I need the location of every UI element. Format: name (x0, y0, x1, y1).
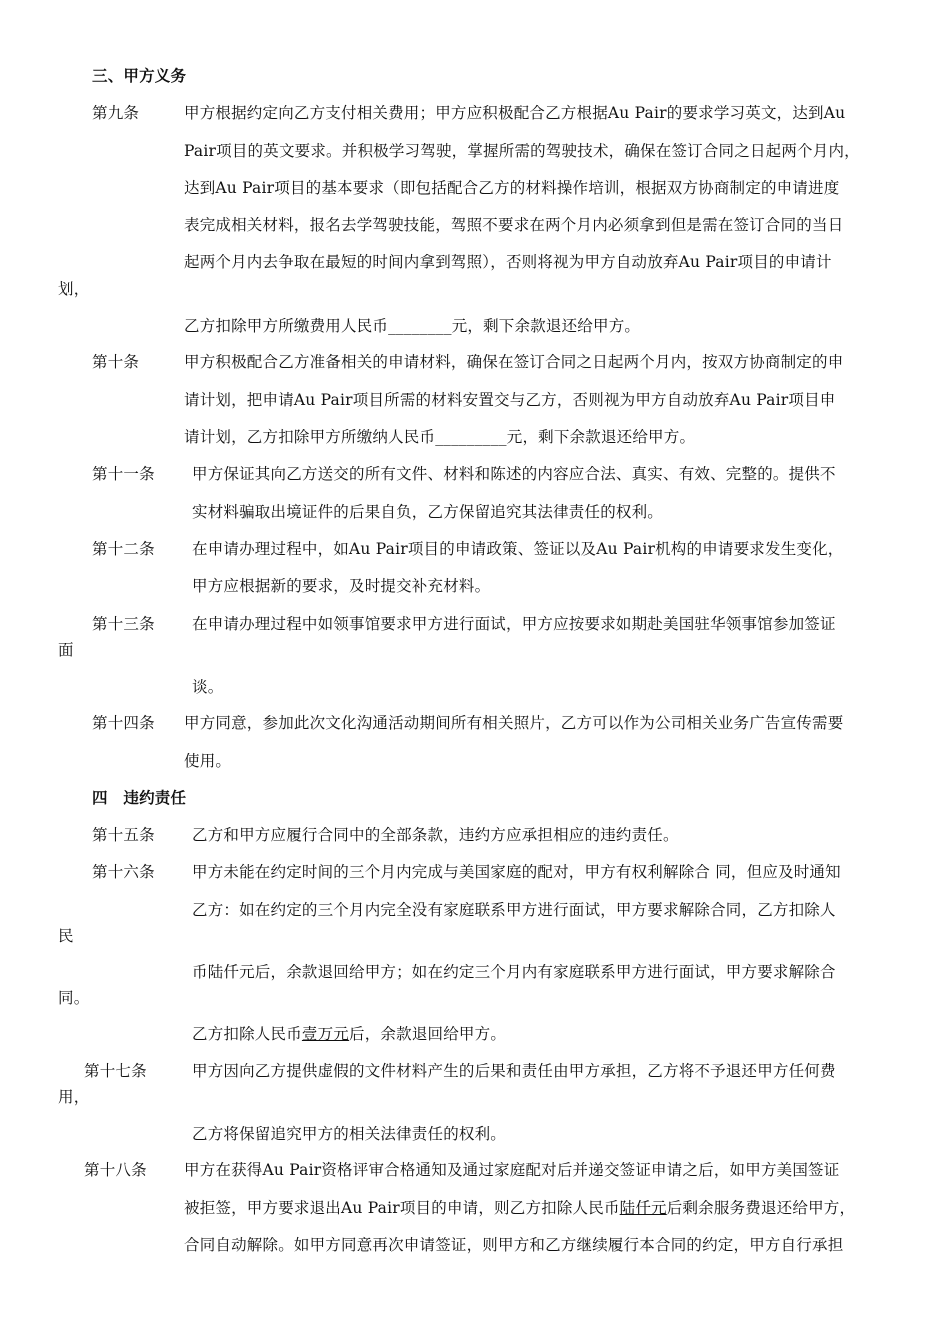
article-line: 起两个月内去争取在最短的时间内拿到驾照），否则将视为甲方自动放弃Au Pair项目的申请计 (184, 253, 832, 271)
article-line: 乙方：如在约定的三个月内完全没有家庭联系甲方进行面试，甲方要求解除合同，乙方扣除人 (192, 901, 836, 919)
article-number: 第十一条 (92, 465, 155, 483)
line-text: 被拒签，甲方要求退出Au Pair项目的申请，则乙方扣除人民币 (184, 1199, 620, 1217)
line-text: 后，余款退回给甲方。 (349, 1025, 507, 1043)
article-line: 请计划，乙方扣除甲方所缴纳人民币_________元，剩下余款退还给甲方。 (184, 428, 696, 446)
article-number: 第十五条 (92, 826, 155, 844)
line-text: 后剩余服务费退还给甲方， (666, 1199, 856, 1217)
article-line: 乙方扣除甲方所缴费用人民币________元，剩下余款退还给甲方。 (184, 317, 641, 335)
article-line (184, 1198, 855, 1218)
article-number: 第十四条 (92, 714, 155, 732)
article-number: 第十八条 (84, 1161, 147, 1179)
article-line: 甲方因向乙方提供虚假的文件材料产生的后果和责任由甲方承担，乙方将不予退还甲方任何费 (192, 1062, 836, 1080)
article-line: 使用。 (184, 752, 232, 770)
article-number: 第十三条 (92, 615, 155, 633)
article-line: 合同自动解除。如甲方同意再次申请签证，则甲方和乙方继续履行本合同的约定，甲方自行承担 (184, 1236, 844, 1254)
article-line: 面 (58, 641, 74, 659)
article-number: 第九条 (92, 104, 140, 122)
article-line: 乙方和甲方应履行合同中的全部条款，违约方应承担相应的违约责任。 (192, 826, 679, 844)
article-line: 币陆仟元后，余款退回给甲方；如在约定三个月内有家庭联系甲方进行面试，甲方要求解除合 (192, 963, 836, 981)
article-line: 甲方应根据新的要求，及时提交补充材料。 (192, 577, 491, 595)
article-line: 甲方同意，参加此次文化沟通活动期间所有相关照片，乙方可以作为公司相关业务广告宣传需要 (184, 714, 844, 732)
article-line: 在申请办理过程中如领事馆要求甲方进行面试，甲方应按要求如期赴美国驻华领事馆参加签证 (192, 615, 836, 633)
article-line: 甲方保证其向乙方送交的所有文件、材料和陈述的内容应合法、真实、有效、完整的。提供不 (192, 465, 836, 483)
article-line: 用， (58, 1088, 90, 1106)
underlined-amount: 壹万元 (301, 1025, 350, 1043)
article-line: 甲方在获得Au Pair资格评审合格通知及通过家庭配对后并递交签证申请之后，如甲方美国签证 (184, 1161, 840, 1179)
article-number: 第十二条 (92, 540, 155, 558)
article-line: Pair项目的英文要求。并积极学习驾驶，掌握所需的驾驶技术，确保在签订合同之日起两个月内， (184, 142, 860, 160)
article-number: 第十条 (92, 353, 140, 371)
article-number: 第十七条 (84, 1062, 147, 1080)
article-line: 达到Au Pair项目的基本要求（即包括配合乙方的材料操作培训，根据双方协商制定的申请进度 (184, 179, 840, 197)
article-line: 实材料骗取出境证件的后果自负，乙方保留追究其法律责任的权利。 (192, 503, 664, 521)
underlined-amount: 陆仟元 (619, 1199, 667, 1217)
article-line: 乙方将保留追究甲方的相关法律责任的权利。 (192, 1125, 507, 1143)
article-line: 甲方根据约定向乙方支付相关费用；甲方应积极配合乙方根据Au Pair的要求学习英文，达到Au (184, 104, 846, 122)
article-line: 谈。 (192, 678, 224, 696)
article-line: 表完成相关材料，报名去学驾驶技能，驾照不要求在两个月内必须拿到但是需在签订合同的当日 (184, 216, 844, 234)
section-heading: 三、甲方义务 (92, 67, 187, 85)
article-line: 请计划，把申请Au Pair项目所需的材料安置交与乙方，否则视为甲方自动放弃Au Pair项目申 (184, 391, 836, 409)
article-line: 民 (58, 927, 74, 945)
article-line: 甲方未能在约定时间的三个月内完成与美国家庭的配对，甲方有权利解除合 同，但应及时通知 (192, 863, 841, 881)
article-line: 甲方积极配合乙方准备相关的申请材料，确保在签订合同之日起两个月内，按双方协商制定的申 (184, 353, 844, 371)
line-text: 乙方扣除人民币 (192, 1025, 302, 1043)
article-line (192, 1024, 506, 1044)
section-heading: 四 违约责任 (92, 789, 187, 807)
article-number: 第十六条 (92, 863, 155, 881)
article-line: 在申请办理过程中，如Au Pair项目的申请政策、签证以及Au Pair机构的申请要求发生变化， (192, 540, 844, 558)
article-line: 划， (58, 280, 90, 298)
article-line: 同。 (58, 989, 90, 1007)
